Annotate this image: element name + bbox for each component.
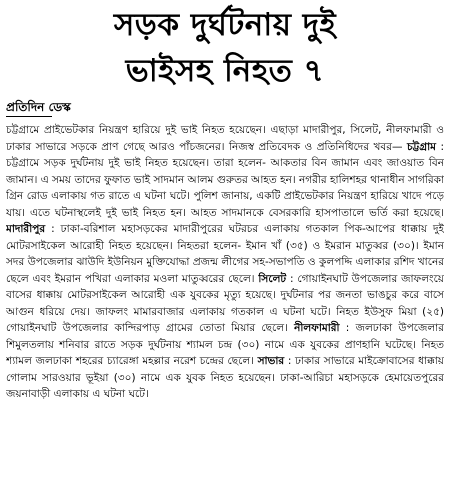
article-body	[6, 122, 444, 403]
location-label: সিলেট	[258, 272, 287, 285]
location-label: নীলফামারী	[294, 322, 340, 334]
body-segment: : জলঢাকা উপজেলার শিমুলতলায় শনিবার রাতে সড়ক দুর্ঘটনায় শ্যামল চন্দ্র (৩০) নামে এক যুবকের প্রাণহানি ঘটেছে। নিহত শ্যামল জলঢাকা শহরের চ্যারেঙ্গা মহল্লার নরেশ চন্দ্রের ছেলে।	[6, 322, 444, 367]
body-segment: : ঢাকার সাভারে মাইক্রোবাসের ধাক্কায় গোলাম সারওয়ার ভূইয়া (৩০) নামে এক যুবক নিহত হয়েছেন। ঢাকা-আরিচা মহাসড়কে হেমায়েতপুরের জয়নাবাড়ী এলাকায় এ ঘটনা ঘটে।	[6, 355, 444, 400]
headline-line-2: ভাইসহ নিহত ৭	[125, 53, 325, 89]
location-label: চট্টগ্রাম	[406, 140, 437, 153]
byline-underline	[6, 116, 52, 117]
location-label: মাদারীপুর	[6, 223, 46, 235]
body-segment: চট্টগ্রামে প্রাইভেটকার নিয়ন্ত্রণ হারিয়ে দুই ভাই নিহত হয়েছেন। এছাড়া মাদারীপুর, সিলেট, নীলফামারী ও ঢাকার সাভারে সড়কে প্রাণ গেছে আরও পাঁচজনের। নিজস্ব প্রতিবেদক ও প্রতিনিধিদের খবর—	[6, 124, 444, 153]
headline-line-1: সড়ক দুর্ঘটনায় দুই	[113, 7, 337, 43]
body-segment: : চট্টগ্রামে সড়ক দুর্ঘটনায় দুই ভাই নিহত হয়েছেন। তারা হলেন- আকতার বিন জামান এবং জাওয়াত বিন জামান। এ সময় তাদের ফুফাত ভাই সাদমান আলম গুরুতর আহত হন। নগরীর হালিশহর থানাধীন সাগরিকা গ্রিন রোড এলাকায় গত রাতে এ ঘটনা ঘটে। পুলিশ জানায়, একটি প্রাইভেটকার নিয়ন্ত্রণ হারিয়ে খাদে পড়ে যায়। এতে ঘটনাস্থলেই দুই ভাই নিহত হন। আহত সাদমানকে বেসরকারি হাসপাতালে ভর্তি করা হয়েছে।	[6, 140, 444, 219]
byline: প্রতিদিন ডেস্ক	[6, 100, 71, 114]
location-label: সাভার	[257, 355, 285, 367]
body-segment: : গোয়াইনঘাট উপজেলার জাফলংয়ে বাসের ধাক্কায় মোটরসাইকেল আরোহী এক যুবকের মৃত্যু হয়েছে। দুর্ঘটনার পর জনতা ভাঙচুর করে বাসে আগুন ধরিয়ে দেয়। জাফলং মামারবাজার এলাকায় গতকাল এ ঘটনা ঘটে। নিহত ইউসুফ মিয়া (২৫) গোয়াইনঘাট উপজেলার কান্দিরপাড় গ্রামের তোতা মিয়ার ছেলে।	[6, 272, 444, 334]
body-segment: : ঢাকা-বরিশাল মহাসড়কের মাদারীপুরের ঘটরচর এলাকায় গতকাল পিক-আপের ধাক্কায় দুই মোটরসাইকেল আরোহী নিহত হয়েছেন। নিহতরা হলেন- ইমান খাঁ (৩৫) ও ইমরান মাতুব্বর (৩০)। ইমান সদর উপজেলার ঝাউদি ইউনিয়ন মুক্তিযোদ্ধা প্রজন্ম লীগের সহ-সভাপতি ও কুলপদ্দি এলাকার রশিদ খানের ছেলে এবং ইমরান পখিরা এলাকার মওলা মাতুব্বরের ছেলে।	[6, 223, 444, 285]
